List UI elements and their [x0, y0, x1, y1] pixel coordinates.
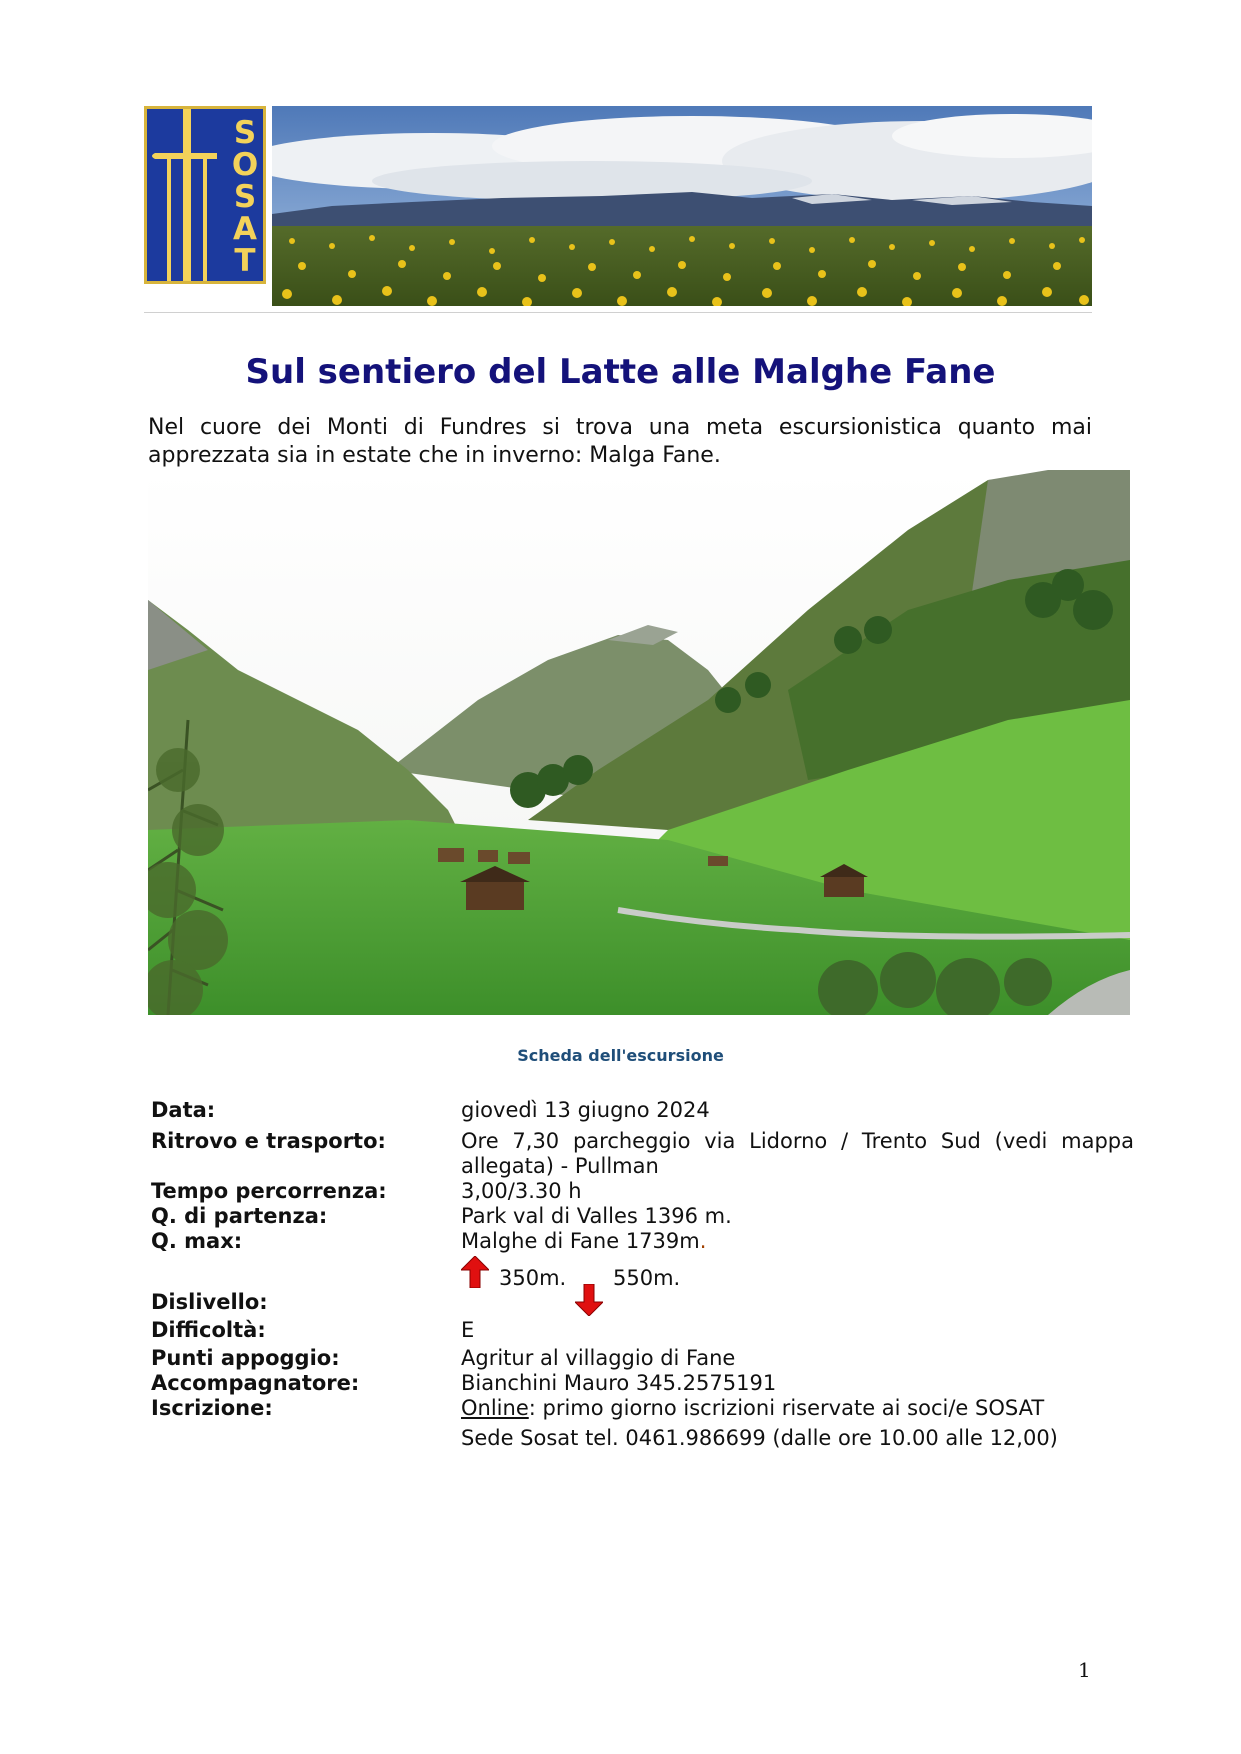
value-dislivello-up: 350m.	[499, 1266, 567, 1290]
label-difficolta: Difficoltà:	[151, 1318, 266, 1342]
value-partenza: Park val di Valles 1396 m.	[461, 1204, 732, 1228]
value-accompagnatore: Bianchini Mauro 345.2575191	[461, 1371, 777, 1395]
intro-paragraph: Nel cuore dei Monti di Fundres si trova una meta escursionistica quanto mai apprezzata sia in estate che in inverno: Malga Fane.	[148, 415, 1092, 468]
header-banner	[144, 78, 1092, 310]
sosat-logo	[144, 106, 266, 284]
label-accompagnatore: Accompagnatore:	[151, 1371, 360, 1395]
logo-letter-s2: S	[233, 179, 257, 215]
logo-letter-a: A	[233, 211, 257, 247]
row-tempo	[151, 1179, 1134, 1204]
arrow-down-icon	[575, 1284, 603, 1316]
banner-image	[272, 106, 1092, 306]
row-sede	[151, 1426, 1134, 1451]
label-dislivello: Dislivello:	[151, 1290, 268, 1314]
value-difficolta: E	[461, 1318, 475, 1342]
logo-letter-t: T	[234, 243, 256, 279]
value-max: Malghe di Fane 1739m	[461, 1229, 700, 1253]
label-partenza: Q. di partenza:	[151, 1204, 328, 1228]
label-tempo: Tempo percorrenza:	[151, 1179, 387, 1203]
label-data: Data:	[151, 1098, 216, 1122]
header-divider	[144, 312, 1092, 313]
excursion-details	[151, 1098, 1134, 1450]
row-partenza	[151, 1204, 1134, 1229]
label-iscrizione: Iscrizione:	[151, 1396, 273, 1420]
value-data: giovedì 13 giugno 2024	[461, 1098, 710, 1122]
row-iscrizione	[151, 1396, 1134, 1421]
row-ritrovo	[151, 1129, 1134, 1179]
page-number: 1	[1078, 1658, 1091, 1682]
label-appoggio: Punti appoggio:	[151, 1346, 340, 1370]
value-sede: Sede Sosat tel. 0461.986699 (dalle ore 10.00 alle 12,00)	[461, 1426, 1058, 1450]
row-accompagnatore	[151, 1371, 1134, 1396]
row-max: Q. max: Malghe di Fane 1739m.	[151, 1229, 707, 1253]
logo-letter-o: O	[231, 147, 259, 183]
arrow-up-icon	[461, 1256, 489, 1288]
value-dislivello-down: 550m.	[613, 1266, 681, 1290]
excursion-sheet-heading: Scheda dell'escursione	[517, 1046, 724, 1065]
value-tempo: 3,00/3.30 h	[461, 1179, 582, 1203]
online-registration-link[interactable]: Online	[461, 1396, 529, 1420]
page-title: Sul sentiero del Latte alle Malghe Fane	[245, 352, 996, 392]
value-appoggio: Agritur al villaggio di Fane	[461, 1346, 736, 1370]
row-difficolta	[151, 1318, 1134, 1343]
label-max: Q. max:	[151, 1229, 243, 1253]
row-data	[151, 1098, 1134, 1123]
value-iscrizione: : primo giorno iscrizioni riservate ai soci/e SOSAT	[528, 1396, 1045, 1420]
row-dislivello	[151, 1254, 1134, 1318]
valley-photo	[148, 470, 1130, 1015]
value-ritrovo: Ore 7,30 parcheggio via Lidorno / Trento Sud (vedi mappa allegata) - Pullman	[461, 1129, 1134, 1178]
label-ritrovo: Ritrovo e trasporto:	[151, 1129, 386, 1153]
row-appoggio	[151, 1346, 1134, 1371]
logo-letter-s1: S	[233, 115, 257, 151]
